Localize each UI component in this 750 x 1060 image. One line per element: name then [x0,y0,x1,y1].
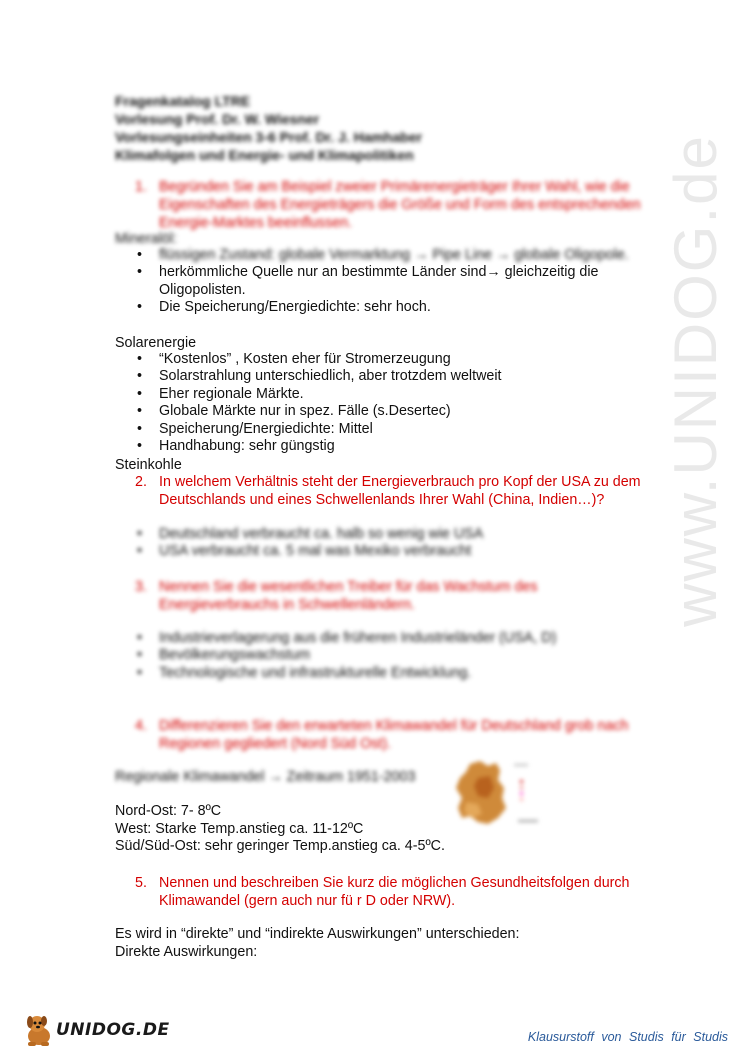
list-item [137,351,657,368]
watermark [655,0,735,760]
question-3-number: 3. [135,579,147,595]
solar-item-3: Eher regionale Märkte. [159,385,304,402]
list-item [137,299,657,316]
germany-map-icon [448,758,548,830]
document-header [115,92,635,164]
footer-tagline: Klausurstoff von Studis für Studis [527,1030,728,1044]
mineraloel-item-1: flüssigen Zustand: globale Vermarktung → Pipe Line → globale Oligopole. [159,247,629,263]
question-5-text: Nennen und beschreiben Sie kurz die möglichen Gesundheitsfolgen durch Klimawandel (gern auch nur fü r D oder NRW). [159,875,630,909]
list-item [137,630,657,647]
list-item [137,647,657,664]
q3-answer-2: Bevölkerungswachstum [159,647,310,664]
region-sued-ost: Süd/Süd-Ost: sehr geringer Temp.anstieg ca. 4-5ºC. [115,838,445,854]
header-line-4: Klimafolgen und Energie- und Klimapolitiken [115,147,414,163]
question-5-number: 5. [135,875,147,891]
dog-mascot-icon [22,1012,56,1048]
header-line-1: Fragenkatalog LTRE [115,93,251,109]
list-item [137,386,657,403]
question-3-text: Nennen Sie die wesentlichen Treiber für das Wachstum des Energieverbrauchs in Schwellenländern. [159,579,538,613]
solar-item-5: Speicherung/Energiedichte: Mittel [159,420,373,437]
solar-item-1: “Kostenlos” , Kosten eher für Stromerzeugung [159,351,451,367]
section-label-steinkohle: Steinkohle [115,457,182,473]
question-2-answers [137,526,657,561]
mineraloel-list [137,247,657,317]
q2-answer-1: Deutschland verbraucht ca. halb so wenig wie USA [159,526,484,542]
list-item [137,438,657,455]
solar-item-2: Solarstrahlung unterschiedlich, aber trotzdem weltweit [159,368,502,385]
closing-line-1: Es wird in “direkte” und “indirekte Auswirkungen” unterschieden: [115,926,520,942]
list-item [137,368,657,385]
question-4-number: 4. [135,718,147,734]
question-1-number: 1. [135,179,147,195]
question-3-answers [137,630,657,682]
region-west: West: Starke Temp.anstieg ca. 11-12ºC [115,821,364,837]
mineraloel-item-2: herkömmliche Quelle nur an bestimmte Länder sind→ gleichzeitig die Oligopolisten. [159,264,599,298]
logo-text: UNIDOG.DE [56,1020,170,1040]
solar-item-4: Globale Märkte nur in spez. Fälle (s.Desertec) [159,403,451,420]
q3-answer-3: Technologische und infrastrukturelle Entwicklung. [159,664,472,681]
list-item [137,247,657,264]
list-item [137,526,657,543]
unidog-logo [22,1012,170,1048]
question-1-text: Begründen Sie am Beispiel zweier Primärenergieträger Ihrer Wahl, wie die Eigenschaften des Energieträgers die Größe und Form des entsprechenden Energie-Marktes beeinflussen. [159,179,641,231]
closing-line-2: Direkte Auswirkungen: [115,944,258,960]
germany-climate-map [448,758,548,830]
region-nord-ost: Nord-Ost: 7- 8ºC [115,803,222,819]
list-item [137,665,657,682]
mineraloel-item-3: Die Speicherung/Energiedichte: sehr hoch. [159,299,431,316]
header-line-3: Vorlesungseinheiten 3-6 Prof. Dr. J. Hamhaber [115,129,423,145]
q3-answer-1: Industrieverlagerung aus die früheren Industrieländer (USA, D) [159,630,557,646]
question-2-text: In welchem Verhältnis steht der Energieverbrauch pro Kopf der USA zu dem Deutschlands und eines Schwellenlands Ihrer Wahl (China, Indien…)? [159,474,641,508]
section-label-solarenergie: Solarenergie [115,335,197,351]
list-item [137,403,657,420]
section-label-mineraloel: Mineralöl: [115,231,177,247]
question-2-number: 2. [135,474,147,490]
watermark-text: www.UNIDOG.de [661,133,729,627]
list-item [137,264,657,299]
header-line-2: Vorlesung Prof. Dr. W. Wiesner [115,111,320,127]
list-item [137,543,657,560]
list-item [137,421,657,438]
solarenergie-list [137,351,657,455]
question-4-text: Differenzieren Sie den erwarteten Klimawandel für Deutschland grob nach Regionen gegliedert (Nord Süd Ost). [159,718,629,752]
q2-answer-2: USA verbraucht ca. 5 mal was Mexiko verbraucht [159,543,472,560]
solar-item-6: Handhabung: sehr güngstig [159,438,335,455]
regional-label: Regionale Klimawandel → Zeitraum 1951-2003 [115,769,416,785]
